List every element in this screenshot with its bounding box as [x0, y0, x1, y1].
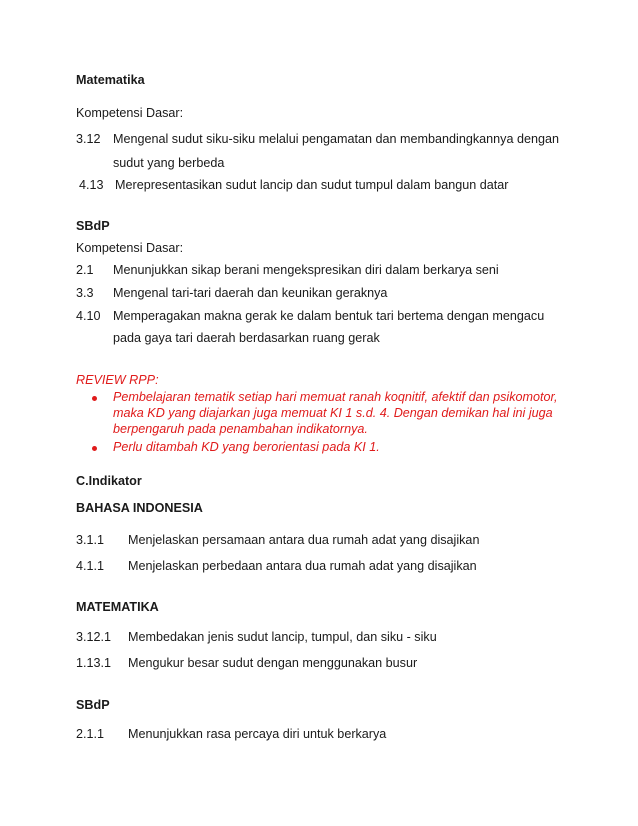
indikator-number: 4.1.1: [76, 559, 105, 573]
review-title: REVIEW RPP:: [76, 373, 159, 387]
review-text: maka KD yang diajarkan juga memuat KI 1 s.d. 4. Dengan demikan hal ini juga: [113, 406, 553, 420]
kd-text-continuation: pada gaya tari daerah berdasarkan ruang gerak: [113, 331, 380, 345]
matematika-heading: Matematika: [76, 73, 145, 87]
matematika-kd-label: Kompetensi Dasar:: [76, 106, 184, 120]
review-text: berpengaruh pada penambahan indikatornya.: [113, 422, 368, 436]
review-text: Pembelajaran tematik setiap hari memuat ranah koqnitif, afektif dan psikomotor,: [113, 390, 558, 404]
bullet-icon: [92, 396, 97, 401]
kd-number: 2.1: [76, 263, 94, 277]
indikator-number: 3.12.1: [76, 630, 112, 644]
kd-text: Mengenal sudut siku-siku melalui pengamatan dan membandingkannya dengan: [113, 132, 559, 146]
group-heading-sbdp: SBdP: [76, 698, 110, 712]
kd-number: 4.13: [79, 178, 104, 192]
indikator-text: Membedakan jenis sudut lancip, tumpul, dan siku - siku: [128, 630, 437, 644]
indikator-text: Mengukur besar sudut dengan menggunakan busur: [128, 656, 418, 670]
indikator-number: 2.1.1: [76, 727, 105, 741]
kd-text: Menunjukkan sikap berani mengekspresikan diri dalam berkarya seni: [113, 263, 499, 277]
kd-number: 3.12: [76, 132, 101, 146]
review-text: Perlu ditambah KD yang berorientasi pada KI 1.: [113, 440, 380, 454]
kd-text: Mengenal tari-tari daerah dan keunikan geraknya: [113, 286, 388, 300]
indikator-text: Menjelaskan persamaan antara dua rumah adat yang disajikan: [128, 533, 480, 547]
indikator-number: 3.1.1: [76, 533, 105, 547]
kd-text: Memperagakan makna gerak ke dalam bentuk tari bertema dengan mengacu: [113, 309, 545, 323]
indikator-heading: C.Indikator: [76, 474, 142, 488]
indikator-number: 1.13.1: [76, 656, 112, 670]
sbdp-kd-label: Kompetensi Dasar:: [76, 241, 184, 255]
kd-text: Merepresentasikan sudut lancip dan sudut tumpul dalam bangun datar: [115, 178, 509, 192]
sbdp-heading: SBdP: [76, 219, 110, 233]
indikator-text: Menjelaskan perbedaan antara dua rumah adat yang disajikan: [128, 559, 477, 573]
bullet-icon: [92, 446, 97, 451]
group-heading-bahasa-indonesia: BAHASA INDONESIA: [76, 501, 203, 515]
kd-number: 4.10: [76, 309, 101, 323]
group-heading-matematika: MATEMATIKA: [76, 600, 159, 614]
kd-number: 3.3: [76, 286, 94, 300]
kd-text-continuation: sudut yang berbeda: [113, 156, 225, 170]
indikator-text: Menunjukkan rasa percaya diri untuk berkarya: [128, 727, 387, 741]
